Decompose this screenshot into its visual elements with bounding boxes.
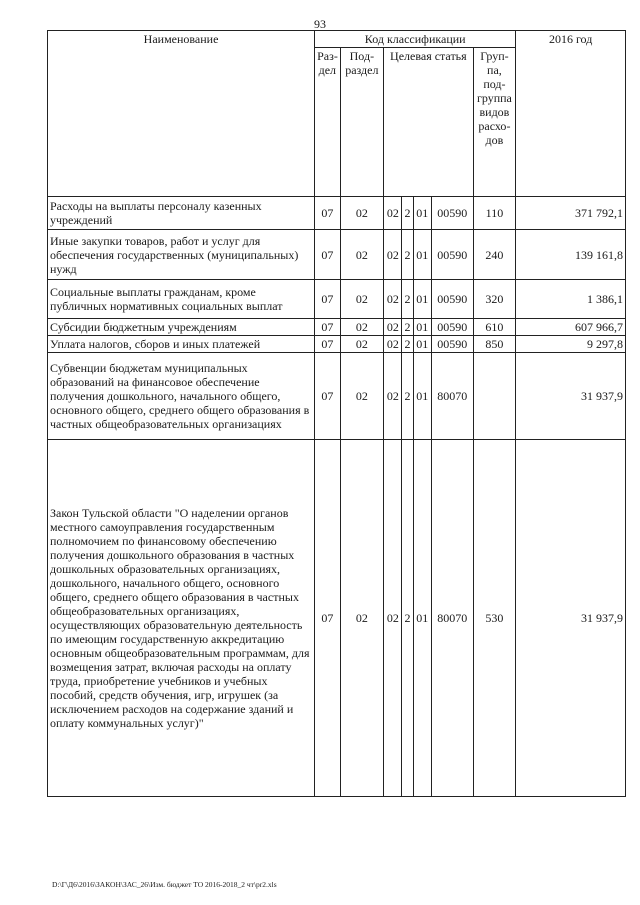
row-target-program: 02 [384, 440, 402, 797]
header-year: 2016 год [516, 31, 626, 197]
row-name: Иные закупки товаров, работ и услуг для обеспечения государственных (муниципальных) нужд [48, 230, 315, 280]
table-row [48, 440, 626, 797]
row-subsection: 02 [340, 319, 384, 336]
row-name: Расходы на выплаты персоналу казенных учреждений [48, 197, 315, 230]
row-section: 07 [315, 440, 340, 797]
row-target-program: 02 [384, 319, 402, 336]
row-name: Закон Тульской области "О наделении органов местного самоуправления государственным полномочием по финансовому обеспечению получения дошкольного образования в частных дошкольных образовательных организациях, дошкольного, начального общего, основного общего, среднего общего образования в частных общеобразовательных организациях, осуществляющих образовательную деятельность по имеющим государственную аккредитацию основным общеобразовательным программам, для возмещения затрат, включая расходы на оплату труда, приобретение учебников и учебных пособий, средств обучения, игр, игрушек (за исключением расходов на содержание зданий и оплату коммунальных услуг)" [48, 440, 315, 797]
row-target-subprogram: 01 [413, 336, 431, 353]
row-target-program: 02 [384, 280, 402, 319]
row-target-type: 2 [402, 440, 413, 797]
row-name: Субвенции бюджетам муниципальных образований на финансовое обеспечение получения дошкольного, начального общего, основного общего, среднего общего образования в частных общеобразовательных организациях [48, 353, 315, 440]
row-section: 07 [315, 230, 340, 280]
header-classification: Код классификации [315, 31, 516, 48]
row-subsection: 02 [340, 197, 384, 230]
row-expense-group: 530 [473, 440, 516, 797]
row-amount: 371 792,1 [516, 197, 626, 230]
row-amount: 139 161,8 [516, 230, 626, 280]
row-target-type: 2 [402, 336, 413, 353]
row-section: 07 [315, 353, 340, 440]
header-name: Наименование [48, 31, 315, 197]
row-target-direction: 00590 [431, 280, 473, 319]
row-expense-group: 850 [473, 336, 516, 353]
header-section: Раздел [315, 48, 340, 197]
row-section: 07 [315, 336, 340, 353]
row-target-program: 02 [384, 353, 402, 440]
row-target-type: 2 [402, 230, 413, 280]
header-row-top [48, 31, 626, 48]
row-expense-group: 320 [473, 280, 516, 319]
row-target-type: 2 [402, 280, 413, 319]
row-target-type: 2 [402, 319, 413, 336]
row-name: Субсидии бюджетным учреждениям [48, 319, 315, 336]
row-target-direction: 00590 [431, 230, 473, 280]
row-amount: 31 937,9 [516, 440, 626, 797]
row-target-subprogram: 01 [413, 440, 431, 797]
row-target-program: 02 [384, 336, 402, 353]
row-target-direction: 80070 [431, 353, 473, 440]
table-row [48, 319, 626, 336]
row-target-subprogram: 01 [413, 230, 431, 280]
row-target-direction: 00590 [431, 197, 473, 230]
row-section: 07 [315, 197, 340, 230]
row-expense-group: 240 [473, 230, 516, 280]
budget-table [47, 30, 626, 797]
footer-file-path: D:\Г\Д6\2016\ЗАКОН\ЗАС_26\Изм. бюджет ТО 2016-2018_2 чт\pr2.xls [52, 880, 277, 889]
row-amount: 31 937,9 [516, 353, 626, 440]
row-amount: 607 966,7 [516, 319, 626, 336]
table-row [48, 280, 626, 319]
row-section: 07 [315, 280, 340, 319]
row-expense-group [473, 353, 516, 440]
row-amount: 1 386,1 [516, 280, 626, 319]
row-target-subprogram: 01 [413, 353, 431, 440]
row-subsection: 02 [340, 336, 384, 353]
row-section: 07 [315, 319, 340, 336]
row-subsection: 02 [340, 353, 384, 440]
table-row [48, 230, 626, 280]
row-subsection: 02 [340, 230, 384, 280]
row-amount: 9 297,8 [516, 336, 626, 353]
table-row [48, 336, 626, 353]
row-target-subprogram: 01 [413, 280, 431, 319]
row-target-direction: 00590 [431, 336, 473, 353]
header-expense-group: Группа, подгруппа видов расходов [473, 48, 516, 197]
row-target-subprogram: 01 [413, 319, 431, 336]
row-subsection: 02 [340, 440, 384, 797]
row-target-subprogram: 01 [413, 197, 431, 230]
row-name: Уплата налогов, сборов и иных платежей [48, 336, 315, 353]
table-row [48, 353, 626, 440]
row-target-type: 2 [402, 197, 413, 230]
table-row [48, 197, 626, 230]
row-expense-group: 610 [473, 319, 516, 336]
row-target-program: 02 [384, 230, 402, 280]
row-target-direction: 80070 [431, 440, 473, 797]
row-subsection: 02 [340, 280, 384, 319]
row-expense-group: 110 [473, 197, 516, 230]
page-number: 93 [314, 17, 326, 31]
row-name: Социальные выплаты гражданам, кроме публичных нормативных социальных выплат [48, 280, 315, 319]
row-target-program: 02 [384, 197, 402, 230]
row-target-type: 2 [402, 353, 413, 440]
header-subsection: Подраздел [340, 48, 384, 197]
row-target-direction: 00590 [431, 319, 473, 336]
header-target: Целевая статья [384, 48, 473, 197]
